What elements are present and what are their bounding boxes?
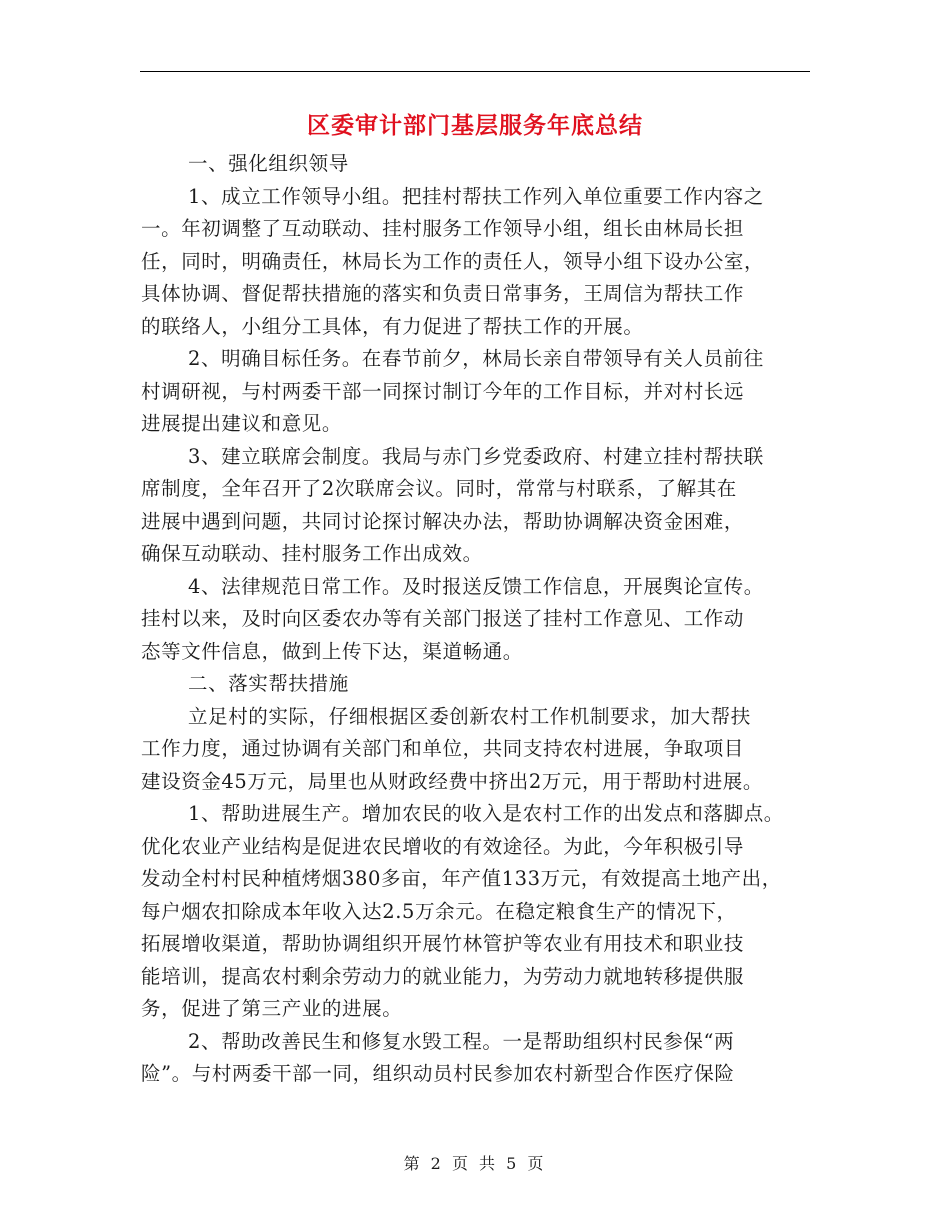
text-line: 的联络人，小组分工具体，有力促进了帮扶工作的开展。 xyxy=(141,314,644,338)
text-line: 务，促进了第三产业的进展。 xyxy=(141,997,403,1020)
text-line: 能培训，提高农村剩余劳动力的就业能力，为劳动力就地转移提供服 xyxy=(141,964,745,988)
text-line: 确保互动联动、挂村服务工作出成效。 xyxy=(141,542,483,565)
text-line: 二、落实帮扶措施 xyxy=(188,672,349,695)
text-line: 具体协调、督促帮扶措施的落实和负责日常事务，王周信为帮扶工作 xyxy=(141,282,745,305)
header-rule xyxy=(140,71,810,72)
text-line: 工作力度，通过协调有关部门和单位，共同支持农村进展，争取项目 xyxy=(141,737,745,760)
text-line: 1、帮助进展生产。增加农民的收入是农村工作的出发点和落脚点。 xyxy=(188,802,784,825)
text-line: 进展中遇到问题，共同讨论探讨解决办法，帮助协调解决资金困难， xyxy=(141,509,745,533)
text-line: 拓展增收渠道，帮助协调组织开展竹林管护等农业有用技术和职业技 xyxy=(141,932,745,955)
text-line: 2、明确目标任务。在春节前夕，林局长亲自带领导有关人员前往 xyxy=(188,347,764,370)
text-line: 村调研视，与村两委干部一同探讨制订今年的工作目标，并对村长远 xyxy=(141,379,745,403)
text-line: 挂村以来，及时向区委农办等有关部门报送了挂村工作意见、工作动 xyxy=(141,607,745,630)
text-line: 一、强化组织领导 xyxy=(188,152,349,175)
text-line: 席制度，全年召开了2次联席会议。同时，常常与村联系，了解其在 xyxy=(141,477,737,500)
text-line: 一。年初调整了互动联动、挂村服务工作领导小组，组长由林局长担 xyxy=(141,217,745,240)
text-line: 进展提出建议和意见。 xyxy=(141,412,343,435)
document-title: 区委审计部门基层服务年底总结 xyxy=(307,112,643,139)
text-line: 每户烟农扣除成本年收入达2.5万余元。在稳定粮食生产的情况下， xyxy=(141,899,737,923)
text-line: 4、法律规范日常工作。及时报送反馈工作信息，开展舆论宣传。 xyxy=(188,574,764,598)
document-body xyxy=(141,148,831,1091)
text-line: 2、帮助改善民生和修复水毁工程。一是帮助组织村民参保“两 xyxy=(188,1029,735,1053)
text-line: 险”。与村两委干部一同，组织动员村民参加农村新型合作医疗保险 xyxy=(141,1062,735,1085)
text-line: 1、成立工作领导小组。把挂村帮扶工作列入单位重要工作内容之 xyxy=(188,184,764,208)
page-number: 第 2 页 共 5 页 xyxy=(403,1154,547,1173)
text-line: 优化农业产业结构是促进农民增收的有效途径。为此，今年积极引导 xyxy=(141,834,745,858)
text-line: 3、建立联席会制度。我局与赤门乡党委政府、村建立挂村帮扶联 xyxy=(188,444,764,468)
text-line: 建设资金45万元，局里也从财政经费中挤出2万元，用于帮助村进展。 xyxy=(141,769,763,793)
text-line: 发动全村村民种植烤烟380多亩，年产值133万元，有效提高土地产出， xyxy=(141,867,782,890)
text-line: 任，同时，明确责任，林局长为工作的责任人，领导小组下设办公室， xyxy=(141,249,765,273)
text-line: 立足村的实际，仔细根据区委创新农村工作机制要求，加大帮扶 xyxy=(188,704,751,728)
text-line: 态等文件信息，做到上传下达，渠道畅通。 xyxy=(141,639,523,663)
